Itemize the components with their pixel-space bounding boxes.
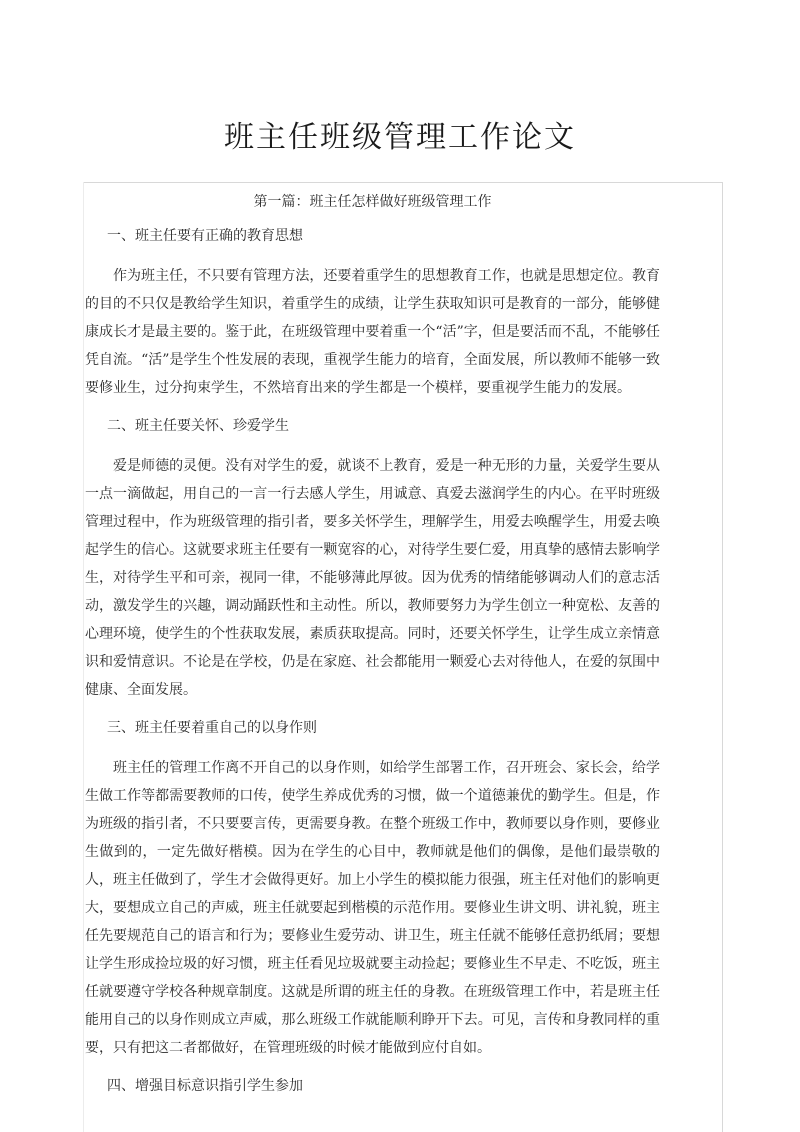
frame-right-border xyxy=(722,182,723,1132)
document-title: 班主任班级管理工作论文 xyxy=(224,120,576,155)
document-body xyxy=(85,188,660,1100)
frame-left-border xyxy=(83,182,84,1132)
section-paragraph: 作为班主任，不只要有管理方法，还要着重学生的思想教育工作，也就是思想定位。教育的目的不只仅是教给学生知识，着重学生的成绩，让学生获取知识可是教育的一部分，能够健康成长才是最主要的。鉴于此，在班级管理中要着重一个“活”字，但是要活而不乱，不能够任凭自流。“活”是学生个性发展的表现，重视学生能力的培育，全面发展，所以教师不能够一致要修业生，过分拘束学生，不然培育出来的学生都是一个模样，要重视学生能力的发展。 xyxy=(85,268,660,396)
section-2 xyxy=(85,412,660,714)
section-heading: 一、班主任要有正确的教育思想 xyxy=(107,228,303,244)
section-paragraph: 班主任的管理工作离不开自己的以身作则，如给学生部署工作，召开班会、家长会，给学生做工作等都需要教师的口传，使学生养成优秀的习惯，做一个道德兼优的勤学生。但是，作为班级的指引者，不只要要言传，更需要身教。在整个班级工作中，教师要以身作则，要修业生做到的，一定先做好楷模。因为在学生的心目中，教师就是他们的偶像，是他们最崇敬的人，班主任做到了，学生才会做得更好。加上小学生的模拟能力很强，班主任对他们的影响更大，要想成立自己的声威，班主任就要起到楷模的示范作用。要修业生讲文明、讲礼貌，班主任先要规范自己的语言和行为；要修业生爱劳动、讲卫生，班主任就不能够任意扔纸屑；要想让学生形成捡垃圾的好习惯，班主任看见垃圾就要主动捡起；要修业生不早走、不吃饭，班主任就要遵守学校各种规章制度。这就是所谓的班主任的身教。在班级管理工作中，若是班主任能用自己的以身作则成立声威，那么班级工作就能顺利睁开下去。可见，言传和身教同样的重要，只有把这二者都做好，在管理班级的时候才能做到应付自如。 xyxy=(85,760,660,1056)
section-4 xyxy=(85,1072,660,1100)
frame-top-border xyxy=(83,182,723,183)
section-paragraph: 爱是师德的灵便。没有对学生的爱，就谈不上教育，爱是一种无形的力量，关爱学生要从一点一滴做起，用自己的一言一行去感人学生，用诚意、真爱去滋润学生的内心。在平时班级管理过程中，作为班级管理的指引者，要多关怀学生，理解学生，用爱去唤醒学生，用爱去唤起学生的信心。这就要求班主任要有一颗宽容的心，对待学生要仁爱，用真挚的感情去影响学生，对待学生平和可亲，视同一律，不能够薄此厚彼。因为优秀的情绪能够调动人们的意志活动，激发学生的兴趣，调动踊跃性和主动性。所以，教师要努力为学生创立一种宽松、友善的心理环境，使学生的个性获取发展，素质获取提高。同时，还要关怀学生，让学生成立亲情意识和爱情意识。不论是在学校，仍是在家庭、社会都能用一颗爱心去对待他人，在爱的氛围中健康、全面发展。 xyxy=(85,458,660,698)
section-3 xyxy=(85,714,660,1072)
document-subtitle: 第一篇：班主任怎样做好班级管理工作 xyxy=(253,194,492,210)
section-heading: 四、增强目标意识指引学生参加 xyxy=(107,1078,303,1094)
section-heading: 三、班主任要着重自己的以身作则 xyxy=(107,720,317,736)
section-heading: 二、班主任要关怀、珍爱学生 xyxy=(107,418,289,434)
section-1 xyxy=(85,222,660,412)
